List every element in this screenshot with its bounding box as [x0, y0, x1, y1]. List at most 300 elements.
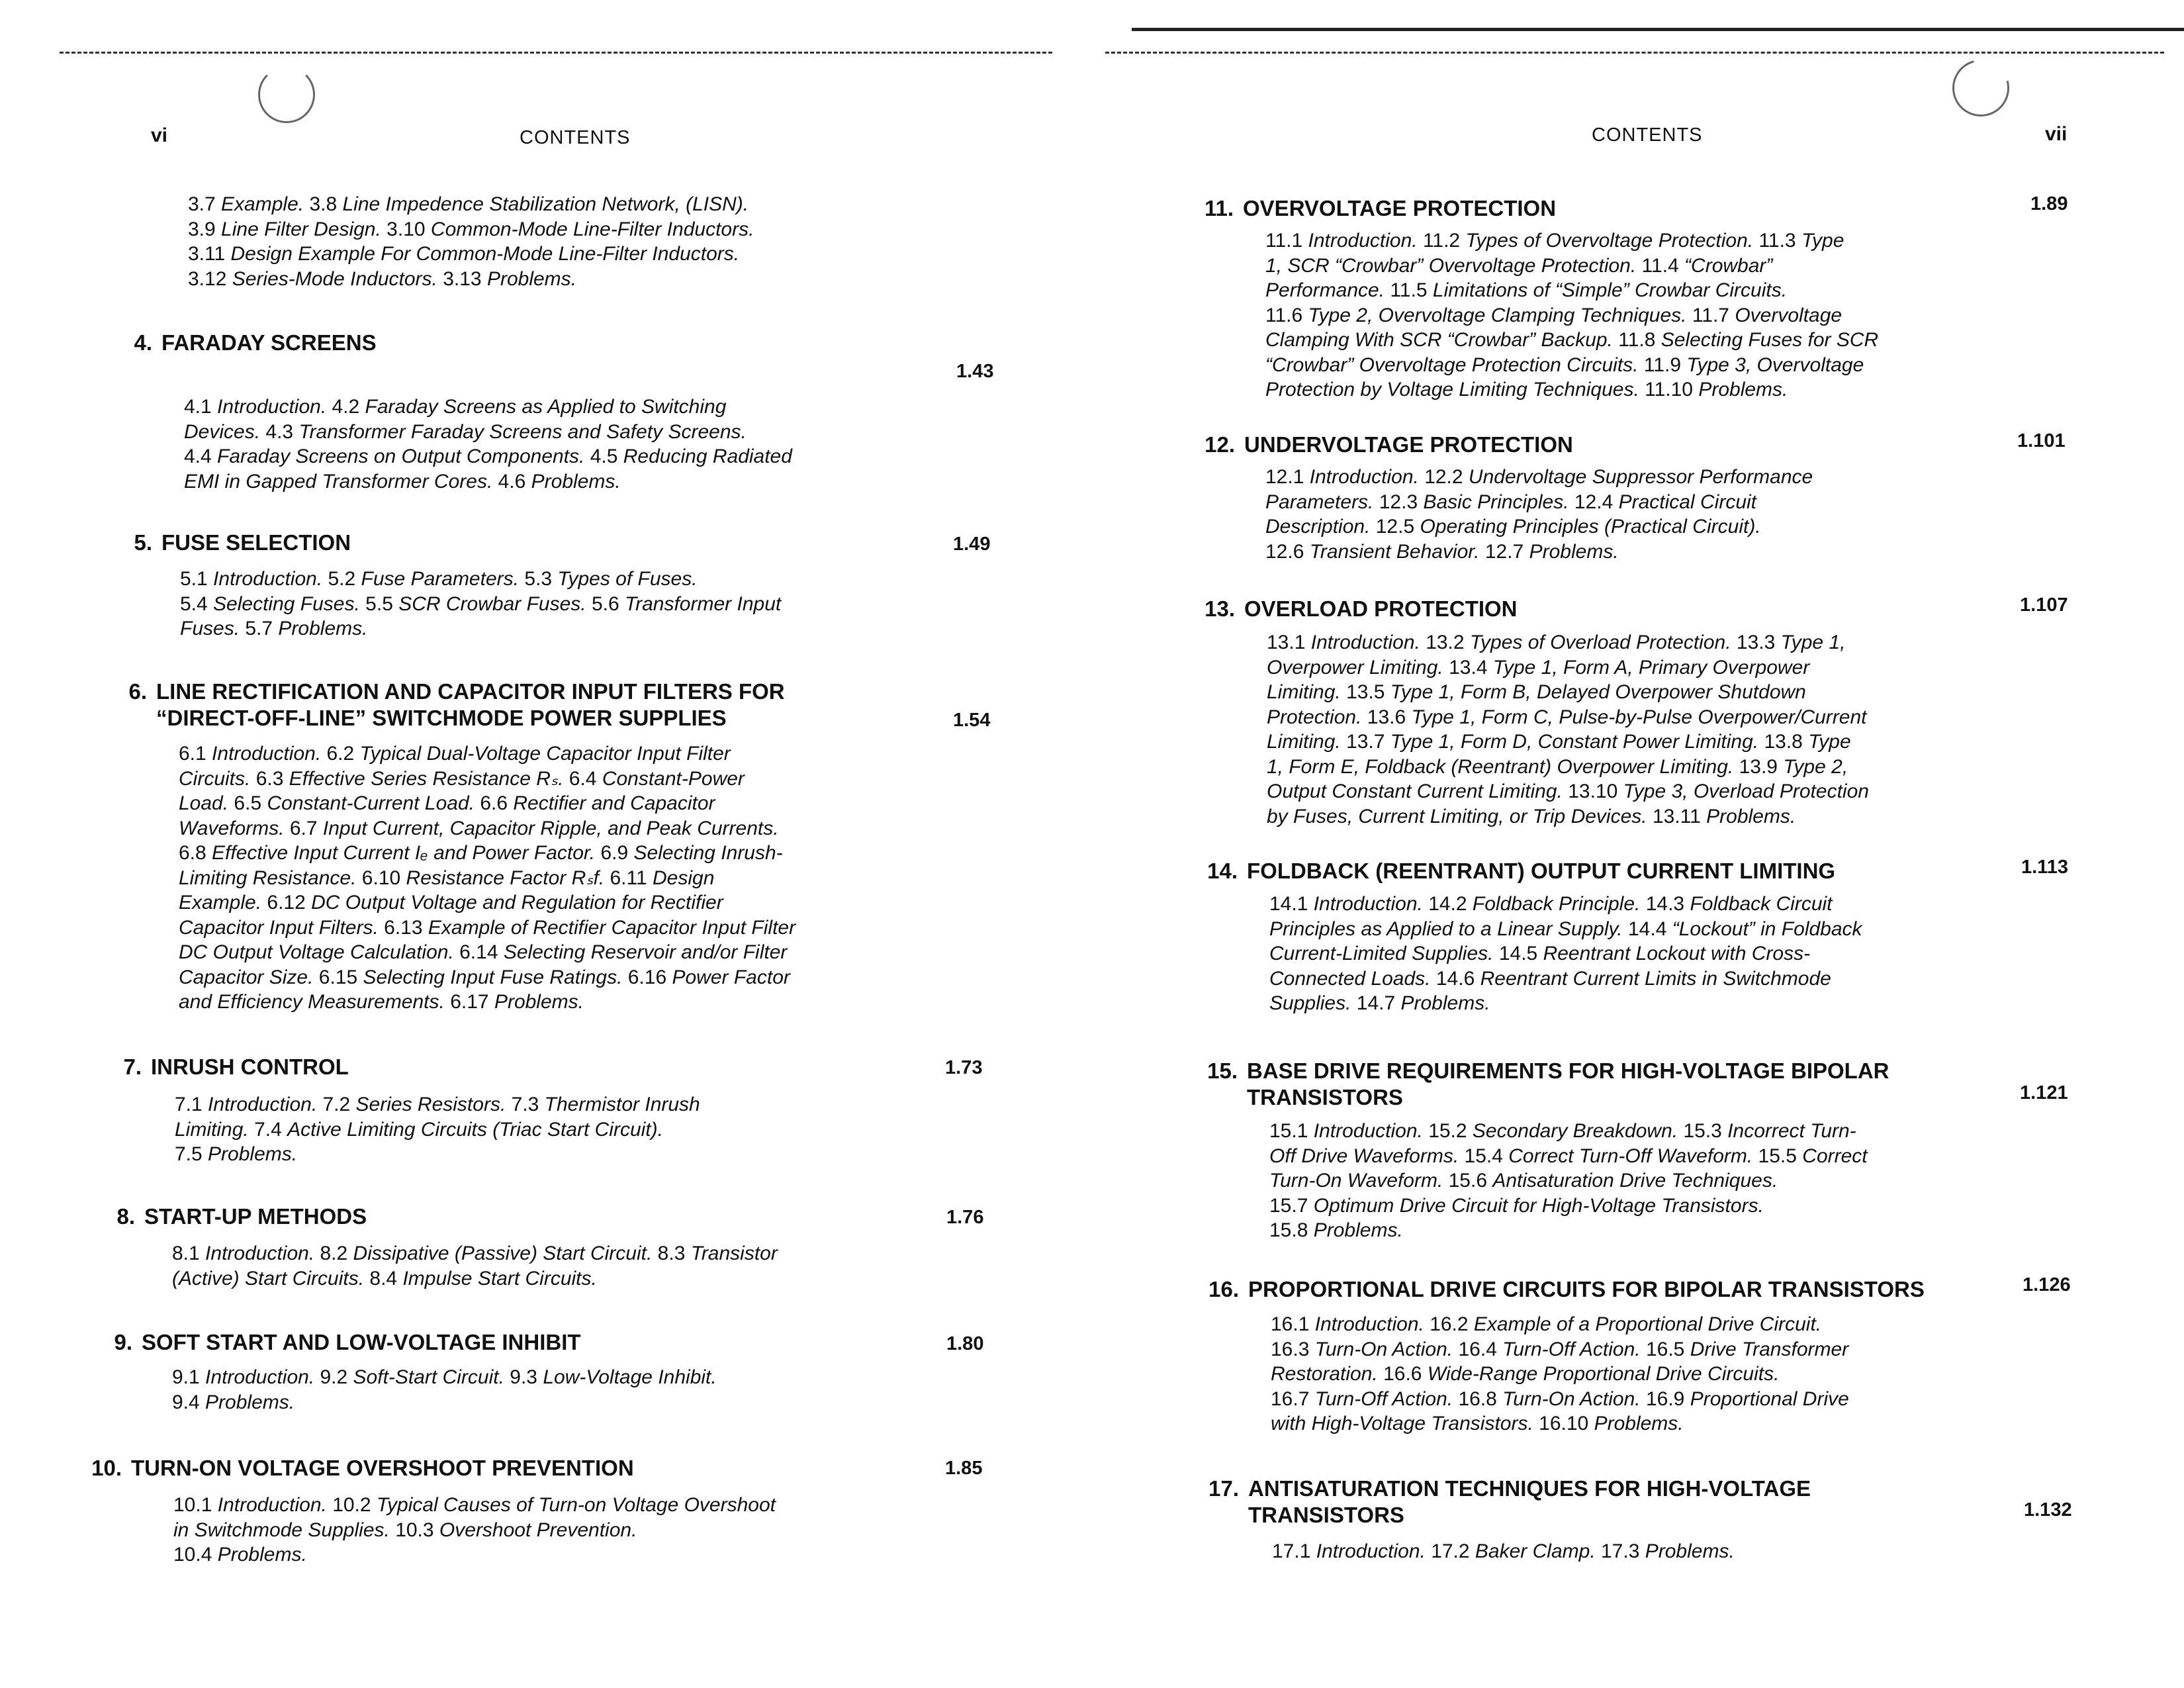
chapter-page-number: 1.113 [2021, 857, 2068, 878]
section-number: 7.1 [175, 1094, 208, 1115]
section-title: Types of Overload Protection. [1469, 632, 1731, 653]
right-page [1092, 0, 2184, 1688]
section-title: Series-Mode Inductors. [232, 267, 437, 290]
chapter-title [1199, 596, 1518, 622]
chapter-sections [1265, 465, 1813, 564]
section-number: 17.3 [1601, 1540, 1645, 1562]
section-title: Introduction. [217, 396, 327, 418]
section-title: Restoration. [1271, 1363, 1378, 1385]
section-line [1267, 680, 1869, 705]
section-title: Incorrect Turn- [1727, 1120, 1856, 1142]
section-line [188, 217, 754, 242]
section-title: Design [653, 867, 715, 889]
chapter-page-number: 1.101 [2017, 430, 2066, 451]
section-line [1267, 779, 1869, 804]
section-title: Baker Clamp. [1475, 1540, 1596, 1562]
chapter-title-line: UNDERVOLTAGE PROTECTION [1244, 432, 1573, 457]
section-title: Parameters. [1265, 491, 1374, 513]
section-number: 16.5 [1645, 1338, 1690, 1360]
section-title: Problems. [205, 1391, 295, 1413]
section-line [1265, 328, 1878, 353]
chapter-sections [1265, 228, 1878, 402]
section-title: Reducing Radiated [623, 445, 792, 467]
section-number: 3.10 [387, 218, 431, 240]
section-title: Limitations of “Simple” Crowbar Circuits. [1432, 279, 1788, 301]
section-title: by Fuses, Current Limiting, or Trip Devices. [1267, 805, 1647, 827]
section-number: 13.11 [1652, 805, 1707, 827]
section-title: Reentrant Current Limits in Switchmode [1480, 967, 1831, 990]
section-title: Type 3, Overload Protection [1623, 780, 1869, 802]
section-line [172, 1266, 778, 1291]
section-title: Active Limiting Circuits (Triac Start Circuit). [287, 1118, 663, 1141]
section-line [179, 866, 796, 891]
section-line [188, 267, 754, 292]
section-title: Problems. [1698, 379, 1788, 400]
section-number: 12.5 [1375, 516, 1420, 538]
section-number: 12.6 [1265, 540, 1310, 563]
section-title: Clamping With SCR “Crowbar” Backup. [1265, 329, 1613, 351]
section-title: Dissipative (Passive) Start Circuit. [353, 1243, 653, 1264]
section-title: Basic Principles. [1423, 491, 1569, 513]
section-title: Selecting Reservoir and/or Filter [503, 941, 788, 963]
section-line [180, 592, 781, 617]
section-line [1267, 755, 1869, 780]
section-number: 5.2 [328, 568, 361, 590]
section-number: 11.4 [1641, 254, 1685, 277]
section-number: 6.9 [600, 842, 634, 864]
section-title: Transistor [690, 1243, 778, 1264]
section-title: Effective Series Resistance Rₛ. [289, 767, 564, 790]
chapter-title [1199, 432, 1573, 458]
section-line [179, 915, 796, 941]
section-line [1265, 514, 1813, 539]
section-title: Types of Overvoltage Protection. [1465, 230, 1754, 252]
section-number: 11.6 [1265, 304, 1308, 326]
section-number: 6.1 [179, 743, 212, 765]
chapter-page-number: 1.43 [956, 361, 994, 382]
section-number: 7.4 [254, 1118, 288, 1141]
chapter-title-line: SOFT START AND LOW-VOLTAGE INHIBIT [142, 1330, 581, 1354]
section-line [1267, 729, 1869, 755]
toc-right [1092, 0, 2184, 1688]
section-title: Type 1, Form B, Delayed Overpower Shutdown [1390, 681, 1806, 703]
section-title: and Efficiency Measurements. [179, 991, 445, 1013]
section-title: Limiting. [1267, 731, 1341, 753]
section-line [1265, 254, 1878, 279]
section-title: Type 1, Form D, Constant Power Limiting. [1390, 731, 1759, 753]
chapter-title-line: FARADAY SCREENS [161, 330, 377, 355]
section-title: Example of Rectifier Capacitor Input Filter [428, 916, 796, 939]
section-number: 5.3 [524, 568, 558, 590]
chapter-number: 4. [134, 330, 152, 355]
section-number: 16.9 [1645, 1387, 1690, 1410]
section-line [179, 965, 796, 990]
section-number: 7.5 [175, 1143, 208, 1165]
section-number: 4.4 [184, 445, 218, 467]
chapter-page-number: 1.121 [2020, 1082, 2068, 1103]
section-title: Introduction. [1310, 632, 1420, 653]
section-title: Example. [221, 193, 304, 215]
chapter-number: 17. [1208, 1476, 1239, 1501]
section-title: SCR Crowbar Fuses. [398, 592, 586, 615]
section-line [188, 192, 754, 217]
section-number: 15.3 [1683, 1120, 1728, 1142]
section-title: Design Example For Common-Mode Line-Filter Inductors. [230, 243, 740, 265]
section-line [180, 567, 781, 592]
chapter-number: 13. [1205, 596, 1235, 621]
chapter-sections [173, 1493, 776, 1568]
section-title: Soft-Start Circuit. [353, 1366, 504, 1388]
section-title: Series Resistors. [355, 1094, 506, 1115]
chapter-title [1198, 195, 1556, 222]
section-title: Practical Circuit [1618, 491, 1756, 513]
page-number: vii [2045, 123, 2068, 145]
section-title: Devices. [184, 420, 261, 443]
section-number: 15.5 [1758, 1145, 1803, 1167]
running-head: CONTENTS [1592, 124, 1703, 146]
section-line [179, 767, 796, 792]
section-number: 12.1 [1265, 466, 1310, 488]
section-line [173, 1542, 776, 1568]
section-title: Introduction. [1308, 230, 1418, 252]
chapter-number: 7. [123, 1055, 142, 1079]
section-line [1272, 1539, 1735, 1564]
section-title: Faraday Screens on Output Components. [217, 445, 585, 467]
chapter-title [116, 530, 351, 556]
section-line [175, 1117, 700, 1143]
section-number: 11.5 [1390, 279, 1433, 301]
section-line [1265, 490, 1813, 515]
section-title: Type [1808, 731, 1851, 753]
section-line [179, 791, 796, 816]
section-title: Problems. [494, 991, 584, 1013]
section-title: Introduction. [1316, 1540, 1426, 1562]
section-title: Selecting Fuses. [213, 592, 360, 615]
section-title: Introduction. [1313, 1120, 1423, 1142]
section-title: DC Output Voltage Calculation. [179, 941, 454, 963]
chapter-number: 8. [116, 1204, 135, 1229]
section-title: Problems. [531, 470, 621, 492]
section-number: 6.10 [361, 867, 406, 889]
section-line [173, 1493, 776, 1518]
section-line [172, 1390, 717, 1415]
section-title: Protection. [1267, 706, 1362, 728]
section-title: Problems. [1594, 1413, 1684, 1434]
section-title: Introduction. [208, 1094, 318, 1115]
chapter-title-line: FOLDBACK (REENTRANT) OUTPUT CURRENT LIMITING [1247, 859, 1836, 883]
section-title: Introduction. [205, 1243, 315, 1264]
section-line [1269, 941, 1862, 966]
section-title: in Switchmode Supplies. [173, 1519, 390, 1541]
section-number: 9.1 [172, 1366, 206, 1388]
section-line [1269, 892, 1862, 917]
section-title: Problems. [217, 1544, 307, 1566]
chapter-title [111, 679, 785, 731]
chapter-sections [1269, 1119, 1868, 1243]
section-number: 13.9 [1739, 755, 1784, 778]
section-number: 10.4 [173, 1544, 218, 1566]
section-line [1271, 1362, 1849, 1387]
chapter-title-line: LINE RECTIFICATION AND CAPACITOR INPUT FILTERS FOR [156, 679, 785, 704]
section-number: 11.7 [1692, 304, 1735, 326]
section-title: Transformer Input [625, 592, 782, 615]
section-number: 6.12 [267, 892, 312, 914]
section-number: 13.4 [1449, 656, 1493, 679]
section-number: 6.4 [569, 767, 602, 790]
section-number: 13.2 [1426, 632, 1470, 653]
section-line [1269, 1218, 1868, 1243]
chapter-page-number: 1.107 [2020, 594, 2068, 616]
chapter-page-number: 1.89 [2030, 193, 2068, 214]
chapter-title-line: START-UP METHODS [144, 1204, 367, 1229]
section-title: Secondary Breakdown. [1472, 1120, 1678, 1142]
section-number: 14.1 [1269, 893, 1314, 915]
section-title: (Active) Start Circuits. [172, 1267, 365, 1289]
section-title: Selecting Inrush- [633, 842, 783, 864]
section-title: Foldback Principle. [1472, 893, 1641, 915]
section-number: 3.8 [309, 193, 343, 215]
chapter-title [106, 1054, 349, 1080]
section-line [1265, 228, 1878, 254]
chapter-title-line: TRANSISTORS [1248, 1503, 1404, 1527]
section-line [179, 741, 796, 767]
section-line [1271, 1411, 1849, 1436]
section-title: Load. [179, 792, 229, 814]
section-number: 8.1 [172, 1243, 206, 1264]
chapter-page-number: 1.49 [953, 534, 991, 555]
section-number: 15.4 [1464, 1145, 1509, 1167]
section-title: Turn-On Action. [1314, 1338, 1453, 1360]
section-number: 6.2 [326, 743, 360, 765]
section-number: 14.5 [1498, 943, 1543, 964]
section-number: 16.7 [1271, 1387, 1315, 1410]
section-number: 17.2 [1431, 1540, 1475, 1562]
section-line [179, 816, 796, 841]
section-title: Correct [1802, 1145, 1868, 1167]
section-title: Drive Transformer [1690, 1338, 1849, 1360]
section-number: 6.6 [480, 792, 514, 814]
chapter-page-number: 1.80 [946, 1333, 984, 1354]
section-title: EMI in Gapped Transformer Cores. [184, 470, 493, 492]
chapter-sections [1267, 630, 1869, 829]
section-number: 4.5 [590, 445, 623, 467]
chapter-page-number: 1.54 [953, 710, 991, 731]
chapter-number: 16. [1208, 1277, 1239, 1301]
section-title: Problems. [1706, 805, 1796, 827]
section-number: 7.3 [511, 1094, 545, 1115]
section-number: 3.12 [188, 267, 232, 290]
section-line [1269, 1194, 1868, 1219]
section-title: Limiting. [1267, 681, 1341, 703]
section-title: DC Output Voltage and Regulation for Rectifier [311, 892, 723, 914]
section-number: 6.17 [450, 991, 494, 1013]
section-title: Impulse Start Circuits. [402, 1267, 597, 1289]
section-number: 11.8 [1618, 329, 1661, 351]
section-line [175, 1142, 700, 1167]
section-number: 16.2 [1430, 1313, 1474, 1335]
section-number: 15.2 [1428, 1120, 1473, 1142]
chapter-sections [184, 395, 792, 494]
chapter-title-line: ANTISATURATION TECHNIQUES FOR HIGH-VOLTAGE [1248, 1476, 1811, 1501]
section-number: 6.13 [384, 916, 428, 939]
chapter-sections [1269, 892, 1862, 1016]
chapter-title [1202, 858, 1835, 884]
section-title: Introduction. [212, 743, 322, 765]
section-number: 8.3 [657, 1243, 691, 1264]
section-title: “Crowbar” Overvoltage Protection Circuits. [1265, 353, 1639, 376]
section-number: 13.7 [1346, 731, 1390, 753]
section-title: Fuses. [180, 618, 240, 639]
section-number: 11.1 [1265, 230, 1308, 252]
section-number: 5.7 [245, 618, 279, 639]
section-number: 13.5 [1346, 681, 1390, 703]
section-line [1269, 1144, 1868, 1169]
section-title: Faraday Screens as Applied to Switching [365, 396, 727, 418]
section-number: 14.6 [1435, 967, 1480, 990]
section-line [1267, 655, 1869, 680]
section-line [184, 444, 792, 469]
section-title: Turn-Off Action. [1314, 1387, 1453, 1410]
section-number: 11.9 [1643, 353, 1687, 376]
section-title: Antisaturation Drive Techniques. [1492, 1170, 1778, 1192]
section-title: Waveforms. [179, 817, 285, 839]
section-title: Type 1, Form A, Primary Overpower [1492, 656, 1810, 679]
section-number: 16.6 [1383, 1363, 1428, 1385]
section-number: 13.6 [1367, 706, 1412, 728]
section-title: Description. [1265, 516, 1371, 538]
section-line [172, 1241, 778, 1266]
section-number: 14.4 [1628, 917, 1672, 940]
section-title: Connected Loads. [1269, 967, 1431, 990]
chapter-title [1203, 1276, 1925, 1303]
section-number: 6.3 [255, 767, 289, 790]
section-number: 8.4 [369, 1267, 403, 1289]
section-title: Example. [179, 892, 262, 914]
section-number: 9.2 [320, 1366, 353, 1388]
chapter-sections [180, 567, 781, 641]
section-number: 4.1 [184, 396, 218, 418]
section-line [1265, 465, 1813, 490]
section-number: 11.2 [1422, 230, 1466, 252]
section-line [179, 841, 796, 866]
page-number: vi [151, 124, 168, 146]
chapter-title-line: TRANSISTORS [1247, 1085, 1403, 1109]
section-title: Overpower Limiting. [1267, 656, 1443, 679]
section-number: 3.7 [188, 193, 222, 215]
section-number: 6.8 [179, 842, 212, 864]
section-line [188, 242, 754, 267]
section-line [1267, 705, 1869, 730]
section-title: Off Drive Waveforms. [1269, 1145, 1459, 1167]
section-title: Introduction. [205, 1366, 315, 1388]
section-number: 5.5 [365, 592, 399, 615]
section-line [1269, 1168, 1868, 1194]
section-title: Selecting Input Fuse Ratings. [363, 966, 623, 988]
section-number: 13.1 [1267, 632, 1311, 653]
section-line [175, 1092, 700, 1117]
chapter-sections [1272, 1539, 1735, 1564]
section-title: Introduction. [1313, 893, 1423, 915]
section-title: Problems. [486, 267, 576, 290]
section-title: Power Factor [672, 966, 790, 988]
section-number: 5.1 [180, 568, 214, 590]
section-number: 15.7 [1269, 1194, 1314, 1217]
section-title: “Crowbar” [1684, 254, 1773, 277]
section-number: 6.16 [627, 966, 672, 988]
section-title: Introduction. [213, 568, 323, 590]
section-line [1271, 1312, 1849, 1337]
section-line [1269, 1119, 1868, 1144]
chapter-sections [172, 1365, 717, 1415]
section-title: Introduction. [1314, 1313, 1424, 1335]
section-number: 15.1 [1269, 1120, 1314, 1142]
section-number: 3.13 [443, 267, 487, 290]
section-line [1265, 353, 1878, 378]
section-number: 16.10 [1539, 1413, 1594, 1434]
section-number: 5.6 [591, 592, 625, 615]
section-line [180, 616, 781, 641]
section-number: 15.6 [1448, 1170, 1493, 1192]
section-number: 16.4 [1458, 1338, 1503, 1360]
section-title: Performance. [1265, 279, 1385, 301]
chapter-title-line: INRUSH CONTROL [151, 1055, 349, 1079]
section-title: Thermistor Inrush [544, 1094, 700, 1115]
section-title: Type 2, Overvoltage Clamping Techniques. [1308, 304, 1687, 326]
section-title: 1, SCR “Crowbar” Overvoltage Protection. [1265, 254, 1637, 277]
section-title: Types of Fuses. [557, 568, 698, 590]
section-title: Transient Behavior. [1309, 540, 1480, 563]
section-number: 6.5 [234, 792, 267, 814]
chapter-title [99, 1203, 367, 1230]
section-title: Correct Turn-Off Waveform. [1508, 1145, 1753, 1167]
section-title: Protection by Voltage Limiting Techniques. [1265, 379, 1639, 400]
section-title: Optimum Drive Circuit for High-Voltage Transistors. [1313, 1194, 1764, 1217]
section-title: Output Constant Current Limiting. [1267, 780, 1563, 802]
section-title: Turn-Off Action. [1502, 1338, 1641, 1360]
section-title: Introduction. [1309, 466, 1419, 488]
section-title: Type 3, Overvoltage [1686, 353, 1864, 376]
chapter-title [1203, 1476, 1811, 1528]
chapter-number: 12. [1205, 432, 1235, 457]
section-number: 12.2 [1424, 466, 1469, 488]
section-title: Resistance Factor Rₛf. [406, 867, 605, 889]
section-line [184, 395, 792, 420]
section-number: 16.1 [1271, 1313, 1315, 1335]
section-line [1269, 966, 1862, 992]
section-number: 9.4 [172, 1391, 206, 1413]
section-number: 6.14 [459, 941, 504, 963]
section-title: Rectifier and Capacitor [513, 792, 715, 814]
section-title: with High-Voltage Transistors. [1271, 1413, 1533, 1434]
section-line [1267, 804, 1869, 829]
section-number: 6.15 [318, 966, 363, 988]
section-title: Wide-Range Proportional Drive Circuits. [1427, 1363, 1780, 1385]
section-title: Capacitor Input Filters. [179, 916, 379, 939]
section-title: Operating Principles (Practical Circuit). [1420, 516, 1761, 538]
chapter-title-line: FUSE SELECTION [161, 530, 351, 555]
section-title: Fuse Parameters. [361, 568, 519, 590]
continued-sections [188, 192, 754, 291]
section-title: Reentrant Lockout with Cross- [1543, 943, 1811, 964]
section-title: Undervoltage Suppressor Performance [1468, 466, 1813, 488]
chapter-title-line: OVERLOAD PROTECTION [1244, 596, 1518, 621]
chapter-title-line: “DIRECT-OFF-LINE” SWITCHMODE POWER SUPPLIES [156, 706, 727, 730]
chapter-page-number: 1.73 [945, 1057, 983, 1078]
section-number: 12.4 [1574, 491, 1619, 513]
chapter-number: 15. [1207, 1058, 1238, 1083]
section-line [179, 990, 796, 1015]
section-number: 11.10 [1645, 379, 1699, 400]
